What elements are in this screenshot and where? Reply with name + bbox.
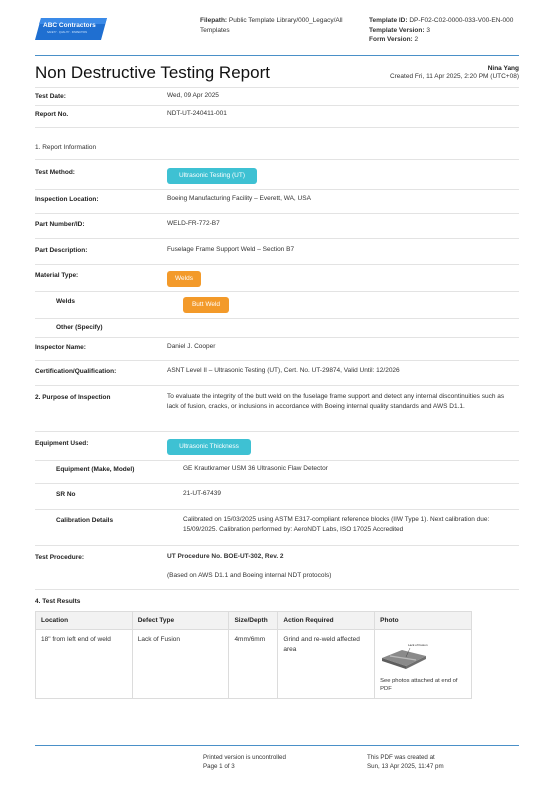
weld-photo-thumbnail[interactable] xyxy=(380,638,428,670)
test-procedure-label: Test Procedure: xyxy=(35,554,85,561)
inspector-name-label: Inspector Name: xyxy=(35,344,86,351)
divider xyxy=(35,291,519,292)
logo-subtext: SAFETY · QUALITY · INSPECTION xyxy=(47,31,88,34)
calibration-value: Calibrated on 15/03/2025 using ASTM E317-compliant reference blocks (IIW Type 1). Next calibration due: 15/09/2025. Calibration performed by: AeroNDT Labs, ISO 17025 Accredited xyxy=(183,516,490,533)
logo-text: ABC Contractors xyxy=(43,22,96,29)
template-version-value: 3 xyxy=(426,26,430,34)
template-info-block xyxy=(369,16,529,45)
divider xyxy=(35,589,519,590)
test-date-value: Wed, 09 Apr 2025 xyxy=(167,92,219,99)
divider xyxy=(35,105,519,106)
divider xyxy=(35,460,519,461)
filepath-value: Public Template Library/000_Legacy/All Templates xyxy=(200,17,343,34)
column-header-defect-type: Defect Type xyxy=(132,612,229,630)
divider xyxy=(35,127,519,128)
column-header-location: Location xyxy=(36,612,133,630)
pdf-created-label: This PDF was created at xyxy=(367,754,435,761)
purpose-value: To evaluate the integrity of the butt weld on the fuselage frame support and detect any internal discontinuities such as lack of fusion, cracks, or inclusions in accordance with Boeing internal quality standards and AWS D1.1. xyxy=(167,393,505,410)
table-row xyxy=(36,630,472,699)
certification-label: Certification/Qualification: xyxy=(35,368,117,375)
table-header-row xyxy=(36,612,472,630)
test-procedure-value: UT Procedure No. BOE-UT-302, Rev. 2 xyxy=(167,553,284,560)
report-title: Non Destructive Testing Report xyxy=(35,63,270,82)
form-version-value: 2 xyxy=(414,36,419,43)
column-header-photo: Photo xyxy=(375,612,472,630)
column-header-size-depth: Size/Depth xyxy=(229,612,278,630)
purpose-label: 2. Purpose of Inspection xyxy=(35,394,111,401)
footer-right xyxy=(367,753,444,771)
filepath-label: Filepath: xyxy=(200,17,228,24)
calibration-label: Calibration Details xyxy=(56,517,114,524)
divider xyxy=(35,337,519,338)
cell-defect-type: Lack of Fusion xyxy=(132,630,229,699)
created-timestamp: Created Fri, 11 Apr 2025, 2:20 PM (UTC+08) xyxy=(389,73,519,80)
divider xyxy=(35,189,519,190)
cell-size-depth: 4mm/6mm xyxy=(229,630,278,699)
equipment-used-chip[interactable]: Ultrasonic Thickness xyxy=(167,439,251,455)
template-id-value: DP-F02-C02-0000-033-V00-EN-000 xyxy=(409,17,514,24)
certification-value: ASNT Level II – Ultrasonic Testing (UT), Cert. No. UT-29874, Valid Until: 12/2026 xyxy=(167,367,400,374)
footer-left xyxy=(203,753,286,771)
divider xyxy=(35,509,519,510)
inspection-location-label: Inspection Location: xyxy=(35,196,99,203)
divider xyxy=(35,318,519,319)
report-no-label: Report No. xyxy=(35,111,69,118)
divider xyxy=(35,238,519,239)
equipment-make-label: Equipment (Make, Model) xyxy=(56,466,135,473)
section-test-results: 4. Test Results xyxy=(35,598,81,605)
header-divider xyxy=(35,55,519,56)
page-number: Page 1 of 3 xyxy=(203,763,235,770)
material-type-label: Material Type: xyxy=(35,272,79,279)
author-name: Nina Yang xyxy=(487,65,519,72)
weld-type-chip[interactable]: Butt Weld xyxy=(183,297,229,313)
column-header-action-required: Action Required xyxy=(278,612,375,630)
template-version-label: Template Version: xyxy=(369,26,425,34)
divider xyxy=(35,385,519,386)
section-report-information: 1. Report Information xyxy=(35,144,97,151)
sr-no-label: SR No xyxy=(56,491,76,498)
template-id-label: Template ID: xyxy=(369,17,408,24)
sr-no-value: 21-UT-67439 xyxy=(183,490,221,497)
photo-caption: See photos attached at end of PDF xyxy=(380,678,458,692)
footer-divider xyxy=(35,745,519,746)
inspection-location-value: Boeing Manufacturing Facility – Everett, WA, USA xyxy=(167,195,311,202)
part-description-value: Fuselage Frame Support Weld – Section B7 xyxy=(167,246,295,253)
divider xyxy=(35,213,519,214)
pdf-created-timestamp: Sun, 13 Apr 2025, 11:47 pm xyxy=(367,763,444,770)
cell-location: 18" from left end of weld xyxy=(36,630,133,699)
filepath-block xyxy=(200,16,350,35)
inspector-name-value: Daniel J. Cooper xyxy=(167,343,216,350)
test-method-label: Test Method: xyxy=(35,169,75,176)
uncontrolled-notice: Printed version is uncontrolled xyxy=(203,754,286,761)
divider xyxy=(35,360,519,361)
test-procedure-note: (Based on AWS D1.1 and Boeing internal NDT protocols) xyxy=(167,572,332,579)
cell-action-required: Grind and re-weld affected area xyxy=(278,630,375,699)
divider xyxy=(35,431,519,432)
form-version-label: Form Version: xyxy=(369,36,413,43)
test-date-label: Test Date: xyxy=(35,93,66,100)
divider xyxy=(35,264,519,265)
part-number-value: WELD-FR-772-B7 xyxy=(167,220,220,227)
divider xyxy=(35,483,519,484)
divider xyxy=(35,545,519,546)
welds-label: Welds xyxy=(56,298,76,305)
cell-photo xyxy=(375,630,472,699)
company-logo xyxy=(35,18,107,40)
equipment-make-value: GE Krautkramer USM 36 Ultrasonic Flaw Detector xyxy=(183,465,328,472)
other-specify-label: Other (Specify) xyxy=(56,324,103,331)
test-results-table xyxy=(35,611,472,699)
part-description-label: Part Description: xyxy=(35,247,88,254)
material-type-chip[interactable]: Welds xyxy=(167,271,201,287)
divider xyxy=(35,87,519,88)
equipment-used-label: Equipment Used: xyxy=(35,440,89,447)
part-number-label: Part Number/ID: xyxy=(35,221,85,228)
test-method-chip[interactable]: Ultrasonic Testing (UT) xyxy=(167,168,257,184)
report-no-value: NDT-UT-240411-001 xyxy=(167,110,227,117)
divider xyxy=(35,159,519,160)
photo-annotation-label: Lack of Fusion xyxy=(408,643,428,647)
